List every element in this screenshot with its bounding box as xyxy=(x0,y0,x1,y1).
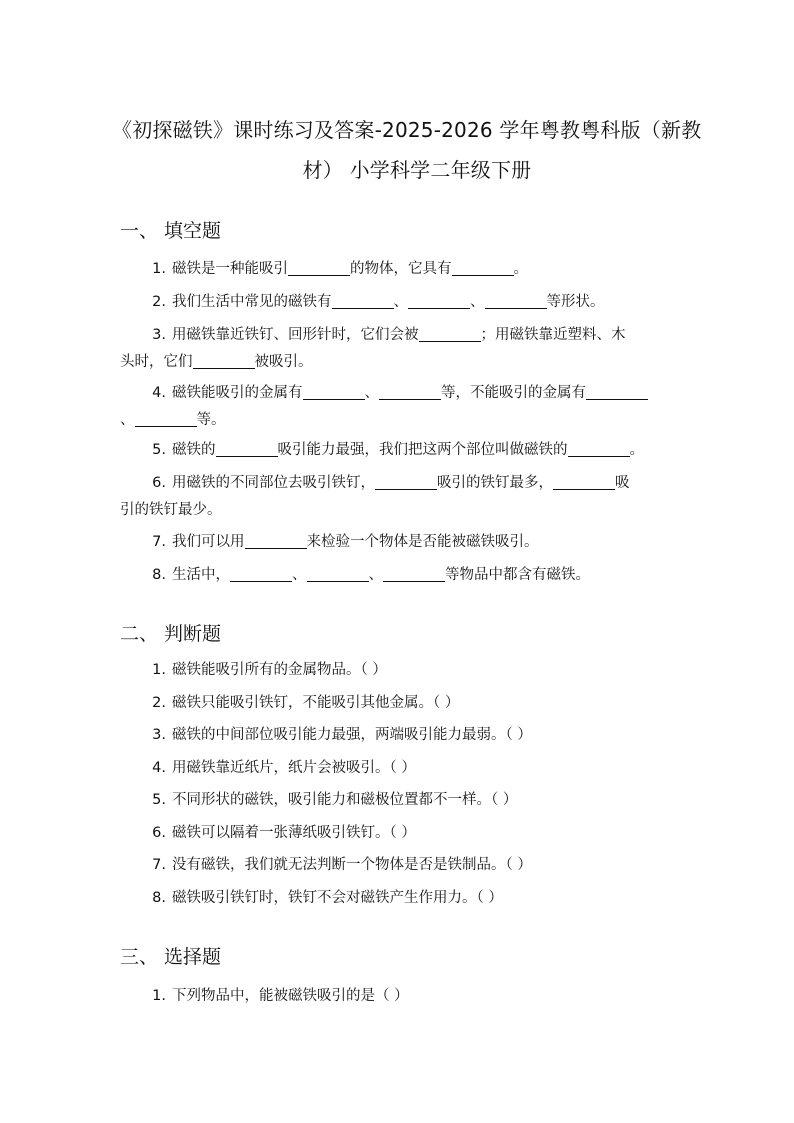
answer-blank[interactable] xyxy=(586,385,648,401)
fill-question-3: 3. 用磁铁靠近铁钉、回形针时，它们会被 ；用磁铁靠近塑料、木 头时，它们 被吸引。 xyxy=(120,327,626,370)
section-fill-in-blank-heading: 一、 填空题 xyxy=(120,220,222,242)
answer-blank[interactable] xyxy=(216,442,278,458)
judge-question-6: 6. 磁铁可以隔着一张薄纸吸引铁钉。（ ） xyxy=(152,825,416,841)
answer-blank[interactable] xyxy=(288,261,350,277)
section-true-false-heading: 二、 判断题 xyxy=(120,623,222,645)
choice-question-1: 1. 下列物品中，能被磁铁吸引的是（ ） xyxy=(152,988,409,1004)
answer-blank[interactable] xyxy=(379,385,441,401)
judge-question-4: 4. 用磁铁靠近纸片，纸片会被吸引。（ ） xyxy=(152,760,416,776)
answer-blank[interactable] xyxy=(332,294,394,310)
answer-blank[interactable] xyxy=(307,567,369,583)
judge-question-2: 2. 磁铁只能吸引铁钉，不能吸引其他金属。（ ） xyxy=(152,695,460,711)
answer-blank[interactable] xyxy=(193,354,255,370)
fill-question-5: 5. 磁铁的 吸引能力最强，我们把这两个部位叫做磁铁的 。 xyxy=(152,442,644,458)
fill-question-7: 7. 我们可以用 来检验一个物体是否能被磁铁吸引。 xyxy=(152,534,539,550)
answer-blank[interactable] xyxy=(375,475,437,491)
section-multiple-choice-heading: 三、 选择题 xyxy=(120,946,222,968)
fill-question-4: 4. 磁铁能吸引的金属有 、 等，不能吸引的金属有 、 等。 xyxy=(120,380,673,434)
answer-blank[interactable] xyxy=(452,261,514,277)
answer-blank[interactable] xyxy=(135,412,197,428)
document-title xyxy=(112,110,702,190)
answer-blank[interactable] xyxy=(303,385,365,401)
fill-question-6: 6. 用磁铁的不同部位去吸引铁钉， 吸引的铁钉最多， 吸 引的铁钉最少。 xyxy=(120,475,630,518)
answer-blank[interactable] xyxy=(485,294,547,310)
judge-question-3: 3. 磁铁的中间部位吸引能力最强，两端吸引能力最弱。（ ） xyxy=(152,727,532,743)
answer-blank[interactable] xyxy=(419,327,481,343)
answer-blank[interactable] xyxy=(408,294,470,310)
title-line-2: 材） 小学科学二年级下册 xyxy=(302,158,532,182)
judge-question-1: 1. 磁铁能吸引所有的金属物品。（ ） xyxy=(152,662,387,678)
answer-blank[interactable] xyxy=(230,567,292,583)
answer-blank[interactable] xyxy=(553,475,615,491)
fill-question-1: 1. 磁铁是一种能吸引 的物体，它具有 。 xyxy=(152,261,528,277)
answer-blank[interactable] xyxy=(568,442,630,458)
answer-blank[interactable] xyxy=(383,567,445,583)
answer-blank[interactable] xyxy=(245,534,307,550)
title-line-1: 《初探磁铁》课时练习及答案-2025-2026 学年粤教粤科版（新教 xyxy=(112,118,702,142)
judge-question-7: 7. 没有磁铁，我们就无法判断一个物体是否是铁制品。（ ） xyxy=(152,857,532,873)
fill-question-2: 2. 我们生活中常见的磁铁有 、 、 等形状。 xyxy=(152,294,605,310)
judge-question-8: 8. 磁铁吸引铁钉时，铁钉不会对磁铁产生作用力。（ ） xyxy=(152,890,503,906)
judge-question-5: 5. 不同形状的磁铁，吸引能力和磁极位置都不一样。（ ） xyxy=(152,792,518,808)
fill-question-8: 8. 生活中， 、 、 等物品中都含有磁铁。 xyxy=(152,567,590,583)
